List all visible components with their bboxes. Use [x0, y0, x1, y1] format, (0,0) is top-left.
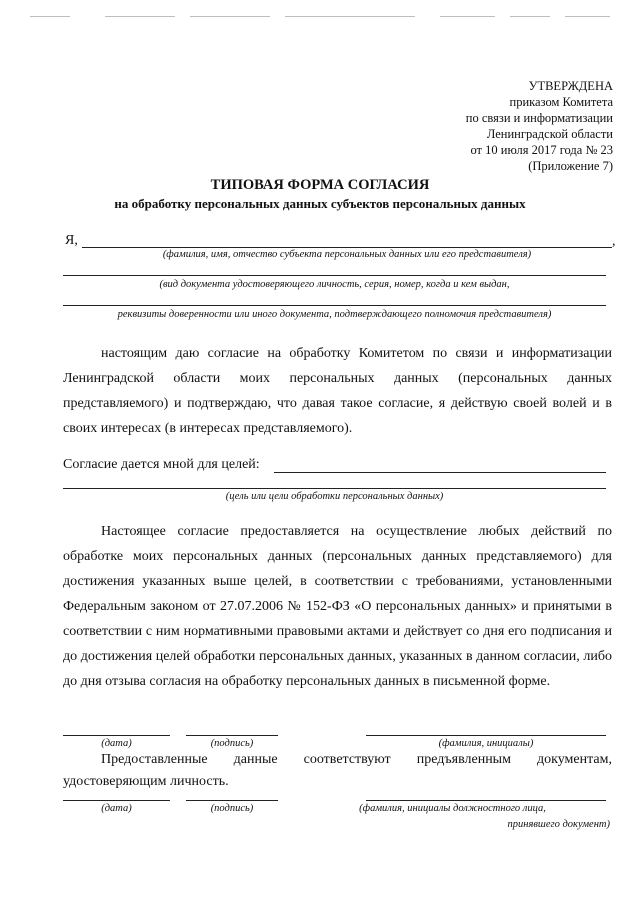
- fio-caption: (фамилия, имя, отчество субъекта персональных данных или его представителя): [162, 249, 532, 260]
- approval-line: Ленинградской области: [486, 127, 613, 141]
- scan-artifact: [105, 16, 175, 17]
- document-subtitle: на обработку персональных данных субъектов персональных данных: [114, 196, 526, 211]
- fio-field-line[interactable]: [82, 247, 612, 248]
- purpose-label: Согласие дается мной для целей:: [63, 457, 260, 472]
- officer-date-field-line[interactable]: [63, 800, 170, 801]
- scan-artifact: [565, 16, 610, 17]
- approval-line: по связи и информатизации: [465, 111, 613, 125]
- name-caption: (фамилия, инициалы): [438, 738, 534, 749]
- purpose-field-line-2[interactable]: [63, 488, 606, 489]
- scan-artifact: [30, 16, 70, 17]
- proxy-field-line[interactable]: [63, 305, 606, 306]
- document-title: ТИПОВАЯ ФОРМА СОГЛАСИЯ: [210, 177, 430, 193]
- verification-paragraph: Предоставленные данные соответствуют предъявленным документам, удостоверяющим личность.: [63, 752, 612, 789]
- officer-name-caption: (фамилия, инициалы должностного лица,: [359, 803, 546, 814]
- scan-artifact: [440, 16, 495, 17]
- approval-line: от 10 июля 2017 года № 23: [470, 143, 613, 157]
- officer-signature-field-line[interactable]: [186, 800, 278, 801]
- purpose-caption: (цель или цели обработки персональных данных): [225, 491, 444, 502]
- id-document-field-line[interactable]: [63, 275, 606, 276]
- approval-line: (Приложение 7): [528, 159, 613, 173]
- name-field-line[interactable]: [366, 735, 606, 736]
- officer-name-caption-2: принявшего документ): [507, 819, 610, 830]
- main-paragraph: Настоящее согласие предоставляется на осуществление любых действий по обработке моих персональных данных (персональных данных представляемого) для достижения указанных выше целей, в соответствии с требованиями, установленными Федеральным законом от 27.07.2006 № 152-ФЗ «О персональных данных» и принятыми в соответствии с ним нормативными правовыми актами и действует со дня его подписания и до достижения целей обработки персональных данных, указанных в данном согласии, либо до дня отзыва согласия на обработку персональных данных в письменной форме.: [63, 524, 612, 689]
- scan-artifact: [510, 16, 550, 17]
- officer-date-caption: (дата): [101, 803, 132, 814]
- purpose-field-line[interactable]: [274, 472, 606, 473]
- officer-name-field-line[interactable]: [366, 800, 606, 801]
- ya-label: Я,: [65, 233, 78, 248]
- approval-stamp: [466, 78, 613, 174]
- proxy-caption: реквизиты доверенности или иного документа, подтверждающего полномочия представителя): [117, 309, 552, 320]
- signature-field-line[interactable]: [186, 735, 278, 736]
- consent-paragraph: настоящим даю согласие на обработку Комитетом по связи и информатизации Ленинградской области моих персональных данных (персональных данных представляемого) и подтверждаю, что давая такое согласие, я действую своей волей и в своих интересах (в интересах представляемого).: [63, 346, 612, 436]
- signature-caption: (подпись): [210, 738, 254, 749]
- officer-signature-caption: (подпись): [210, 803, 254, 814]
- scan-artifact: [285, 16, 415, 17]
- date-caption: (дата): [101, 738, 132, 749]
- id-document-caption: (вид документа удостоверяющего личность, серия, номер, когда и кем выдан,: [159, 279, 510, 290]
- ya-comma: ,: [612, 234, 616, 249]
- date-field-line[interactable]: [63, 735, 170, 736]
- approval-line: УТВЕРЖДЕНА: [528, 79, 613, 93]
- scan-artifact: [190, 16, 270, 17]
- approval-line: приказом Комитета: [509, 95, 613, 109]
